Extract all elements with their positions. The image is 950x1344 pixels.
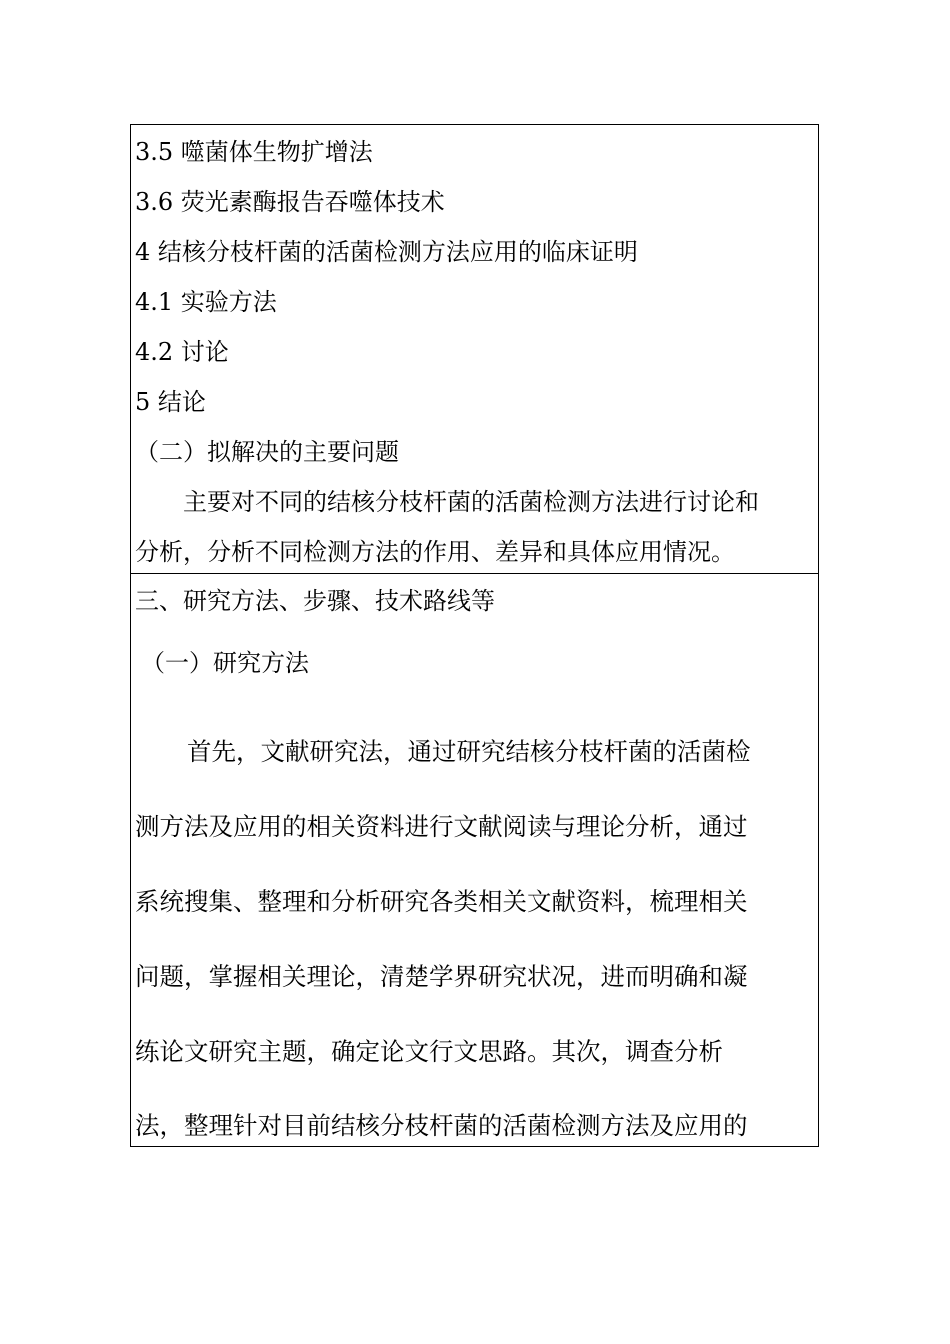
methods-heading: 三、研究方法、步骤、技术路线等 xyxy=(135,587,495,615)
problems-paragraph-line-1: 主要对不同的结核分枝杆菌的活菌检测方法进行讨论和 xyxy=(183,488,759,516)
methods-subheading: （一）研究方法 xyxy=(141,649,309,677)
methods-paragraph-line-4: 问题，掌握相关理论，清楚学界研究状况，进而明确和凝 xyxy=(135,962,748,991)
outline-item-4-2: 4.2 讨论 xyxy=(135,338,229,366)
methods-paragraph-line-3: 系统搜集、整理和分析研究各类相关文献资料，梳理相关 xyxy=(135,887,748,916)
methods-paragraph-line-6: 法，整理针对目前结核分枝杆菌的活菌检测方法及应用的 xyxy=(135,1111,748,1140)
outline-item-4-1: 4.1 实验方法 xyxy=(135,288,277,316)
problems-subheading: （二）拟解决的主要问题 xyxy=(135,438,399,466)
outline-item-3-6: 3.6 荧光素酶报告吞噬体技术 xyxy=(135,188,445,216)
problems-paragraph-line-2: 分析，分析不同检测方法的作用、差异和具体应用情况。 xyxy=(135,538,735,566)
methods-paragraph-line-1: 首先，文献研究法，通过研究结核分枝杆菌的活菌检 xyxy=(187,737,751,766)
document-table xyxy=(130,124,819,1147)
methods-cell xyxy=(131,574,818,1146)
outline-item-5: 5 结论 xyxy=(135,388,206,416)
outline-item-3-5: 3.5 噬菌体生物扩增法 xyxy=(135,138,373,166)
methods-paragraph-line-2: 测方法及应用的相关资料进行文献阅读与理论分析，通过 xyxy=(135,812,748,841)
methods-paragraph-line-5: 练论文研究主题，确定论文行文思路。其次，调查分析 xyxy=(135,1037,723,1066)
outline-cell xyxy=(131,125,818,574)
outline-item-4: 4 结核分枝杆菌的活菌检测方法应用的临床证明 xyxy=(135,238,638,266)
